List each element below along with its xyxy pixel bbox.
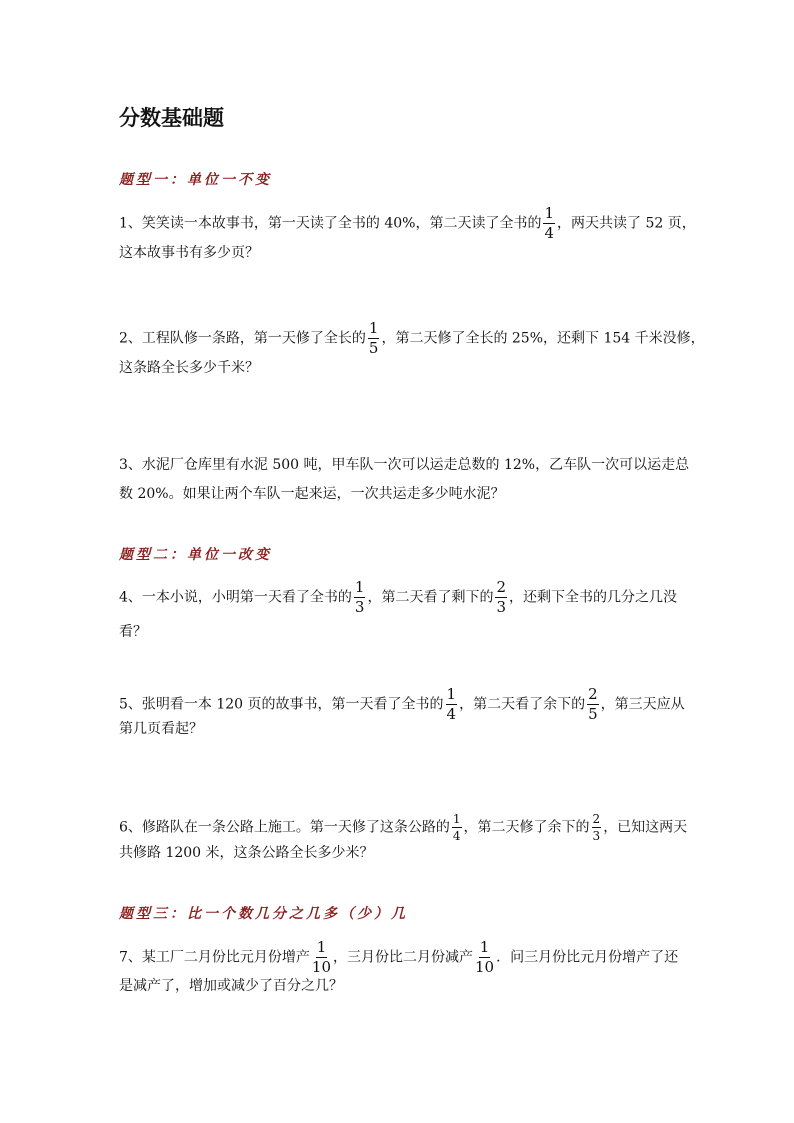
- problem-5-text-a: 5、张明看一本 120 页的故事书，第一天看了全书的: [119, 696, 444, 713]
- problem-5-text-c: ，第三天应从: [600, 696, 685, 713]
- fraction-numerator: 1: [544, 204, 555, 222]
- fraction-numerator: 2: [496, 578, 506, 596]
- fraction-denominator: 10: [475, 958, 495, 976]
- problem-1-line-2: 这本故事书有多少页？: [119, 245, 259, 261]
- fraction-numerator: 1: [316, 938, 327, 956]
- problem-4-text-a: 4、一本小说，小明第一天看了全书的: [119, 589, 352, 606]
- fraction-denominator: 4: [446, 705, 457, 723]
- fraction-1-10: [312, 940, 331, 975]
- problem-4-text-b: ，第二天看了剩下的: [367, 589, 494, 606]
- section-heading-1: 题型一：单位一不变: [119, 172, 272, 188]
- fraction-numerator: 2: [592, 812, 601, 826]
- fraction-numerator: 1: [354, 578, 365, 596]
- problem-7-text-c: ．问三月份比元月份增产了还: [496, 949, 679, 966]
- fraction-numerator: 1: [479, 938, 490, 956]
- problem-6-line-2: 共修路 1200 米，这条公路全长多少米？: [119, 845, 374, 861]
- problem-5-text-b: ，第二天看了余下的: [459, 696, 586, 713]
- problem-7-line-2: 是减产了，增加或减少了百分之几？: [119, 978, 343, 994]
- problem-2-text-b: ，第二天修了全长的 25%，还剩下 154 千米没修，: [381, 330, 705, 347]
- problem-1-text-b: ，两天共读了 52 页，: [557, 215, 696, 232]
- problem-5-line-2: 第几页看起？: [119, 721, 203, 737]
- problem-2-text-a: 2、工程队修一条路，第一天修了全长的: [119, 330, 366, 347]
- fraction-2-3: [592, 813, 602, 842]
- problem-2-line-2: 这条路全长多少千米？: [119, 360, 259, 376]
- problem-7-line-1: [119, 940, 678, 975]
- problem-2-line-1: [119, 321, 705, 356]
- fraction-1-4: [543, 206, 555, 241]
- fraction-denominator: 5: [368, 339, 379, 357]
- fraction-numerator: 1: [368, 319, 379, 337]
- fraction-denominator: 4: [452, 829, 461, 843]
- problem-6-text-b: ，第二天修了余下的: [463, 819, 590, 836]
- problem-3-line-2: 数 20%。如果让两个车队一起来运，一次共运走多少吨水泥？: [119, 486, 505, 502]
- fraction-numerator: 1: [452, 812, 461, 826]
- fraction-1-5: [368, 321, 380, 356]
- problem-4-line-1: [119, 580, 677, 615]
- fraction-1-10: [475, 940, 494, 975]
- fraction-numerator: 1: [446, 685, 457, 703]
- fraction-2-5: [587, 687, 599, 722]
- fraction-denominator: 3: [496, 598, 506, 616]
- problem-3-line-1: 3、水泥厂仓库里有水泥 500 吨，甲车队一次可以运走总数的 12%，乙车队一次可以运走总: [119, 457, 690, 473]
- fraction-denominator: 4: [544, 224, 555, 242]
- problem-6-text-a: 6、修路队在一条公路上施工。第一天修了这条公路的: [119, 819, 450, 836]
- page-title: 分数基础题: [119, 105, 224, 130]
- section-heading-3: 题型三：比一个数几分之几多（少）几: [119, 906, 408, 922]
- fraction-denominator: 5: [588, 705, 598, 723]
- problem-1-line-1: [119, 206, 696, 241]
- fraction-1-4: [452, 813, 462, 842]
- fraction-1-3: [354, 580, 366, 615]
- fraction-denominator: 10: [311, 958, 332, 976]
- section-heading-2: 题型二：单位一改变: [119, 547, 272, 563]
- problem-5-line-1: [119, 687, 685, 722]
- fraction-denominator: 3: [592, 829, 601, 843]
- fraction-numerator: 2: [588, 685, 598, 703]
- fraction-1-4: [446, 687, 458, 722]
- fraction-2-3: [495, 580, 507, 615]
- problem-6-text-c: ，已知这两天: [603, 819, 688, 836]
- problem-4-line-2: 看？: [119, 624, 147, 640]
- problem-7-text-b: ，三月份比二月份减产: [333, 949, 474, 966]
- problem-1-text-a: 1、笑笑读一本故事书，第一天读了全书的 40%，第二天读了全书的: [119, 215, 542, 232]
- problem-6-line-1: [119, 813, 687, 842]
- fraction-denominator: 3: [354, 598, 365, 616]
- problem-4-text-c: ，还剩下全书的几分之几没: [509, 589, 677, 606]
- problem-7-text-a: 7、某工厂二月份比元月份增产: [119, 949, 310, 966]
